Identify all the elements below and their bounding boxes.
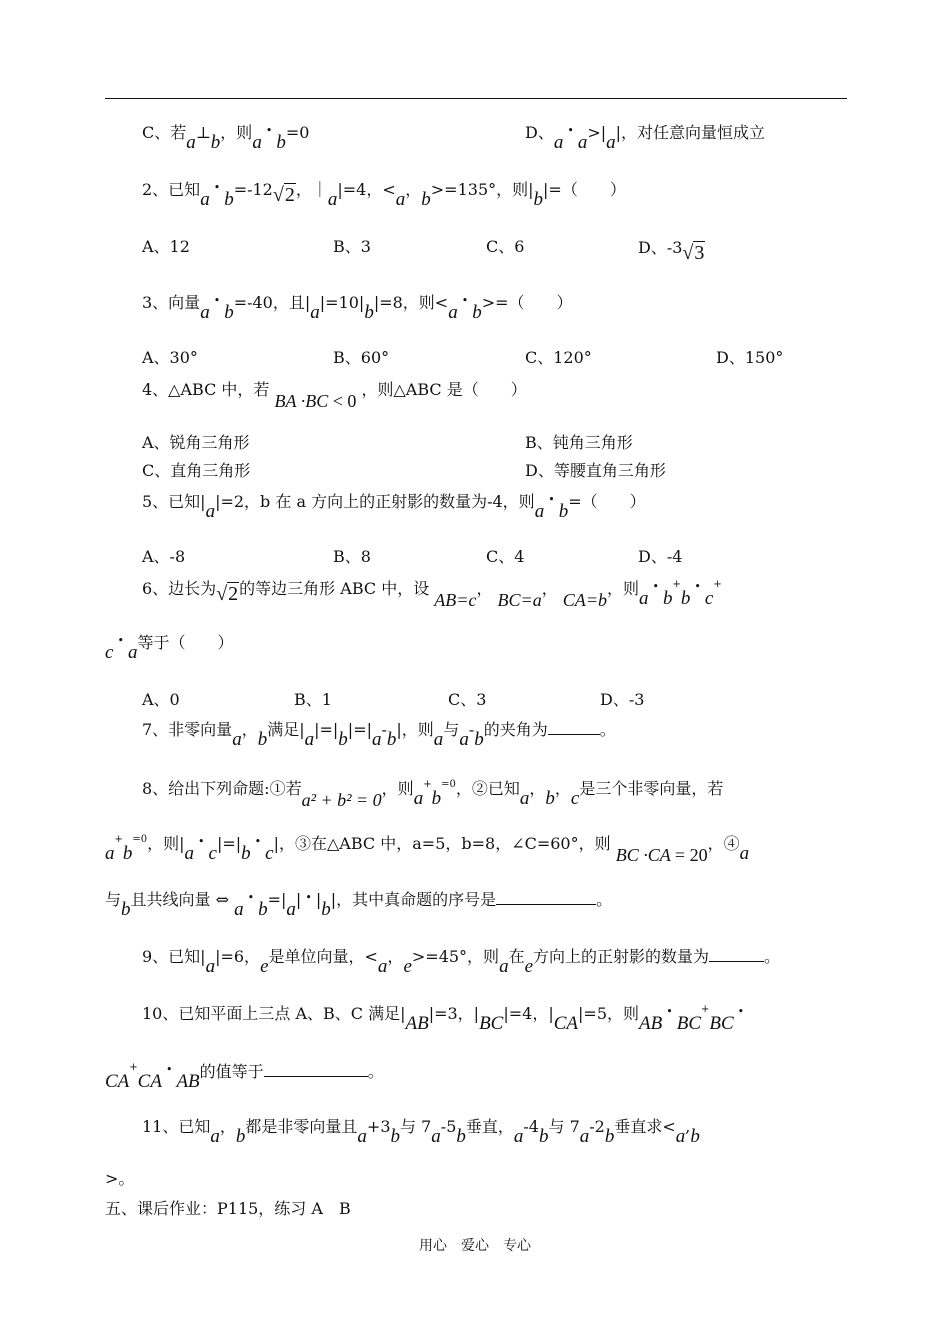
question-2: 2、已知a•b=-12√2，｜a|=4，<a，b>=135°，则|b|=（ ）	[142, 180, 626, 210]
header-rule	[105, 98, 847, 99]
q2-option-a: A、12	[142, 237, 190, 256]
question-9: 9、已知|a|=6，e是单位向量，<a，e>=45°，则a在e方向上的正射影的数量为 。	[142, 947, 781, 977]
q3-option-b: B、60°	[333, 348, 390, 367]
question-8-line3: 与b且共线向量 ⇔ a•b=|a| • |b|，其中真命题的序号是 。	[105, 890, 613, 920]
q6-option-c: C、3	[448, 690, 487, 709]
question-10-cont: CA+CA•AB的值等于 。	[105, 1062, 384, 1092]
q5-option-c: C、4	[486, 547, 525, 566]
question-6-cont: c•a等于（ ）	[105, 633, 234, 663]
q4-option-a: A、锐角三角形	[142, 433, 250, 452]
question-11-end: >。	[105, 1169, 135, 1188]
question-11: 11、已知a，b都是非零向量且a+3b与 7a-5b垂直，a-4b与 7a-2b垂直求<a,b	[142, 1117, 700, 1147]
q6-option-b: B、1	[294, 690, 332, 709]
question-8: 8、给出下列命题:①若a² + b² = 0，则$a^+b^{=0}$，②已知a，b，c是三个非零向量，若	[142, 779, 724, 810]
question-5: 5、已知|a|=2，b 在 a 方向上的正射影的数量为-4，则a•b=（ ）	[142, 492, 646, 522]
homework-heading: 五、课后作业：P115，练习 A B	[105, 1199, 351, 1218]
q5-option-d: D、-4	[638, 547, 683, 566]
q3-option-d: D、150°	[716, 348, 784, 367]
question-7: 7、非零向量a，b满足|a|=|b|=|a-b|，则a与a-b的夹角为 。	[142, 720, 616, 750]
question-c-option: C、若a⊥b，则a•b=0	[142, 123, 310, 153]
q7-answer-blank[interactable]	[548, 718, 600, 735]
q2-option-c: C、6	[486, 237, 525, 256]
q4-option-d: D、等腰直角三角形	[525, 461, 666, 480]
q2-option-b: B、3	[333, 237, 371, 256]
q3-option-a: A、30°	[142, 348, 198, 367]
question-10: 10、已知平面上三点 A、B、C 满足|AB|=3，|BC|=4，|CA|=5，则AB•BC+BC•	[142, 1004, 745, 1034]
question-3: 3、向量a•b=-40，且|a|=10|b|=8，则<a•b>=（ ）	[142, 293, 573, 323]
q2-option-d: D、-3√3	[638, 238, 705, 264]
q3-option-c: C、120°	[525, 348, 592, 367]
q5-option-a: A、-8	[142, 547, 186, 566]
page-footer: 用心 爱心 专心	[419, 1238, 531, 1254]
q10-answer-blank[interactable]	[264, 1060, 368, 1077]
q6-option-a: A、0	[142, 690, 180, 709]
question-8-line2: $a^+b^{=0}$，则|a•c|=|b•c|，③在△ABC 中，a=5，b=8，∠C=60°，则 BC ·CA = 20，④a	[105, 834, 750, 865]
question-6: 6、边长为√2的等边三角形 ABC 中，设 AB=c， BC=a， CA=b，则a•b+b•c+	[142, 579, 722, 610]
q9-answer-blank[interactable]	[709, 945, 764, 962]
question-4: 4、△ABC 中，若 BA ·BC < 0 ，则△ABC 是（ ）	[142, 380, 527, 411]
q6-option-d: D、-3	[600, 690, 645, 709]
q4-option-b: B、钝角三角形	[525, 433, 633, 452]
q5-option-b: B、8	[333, 547, 371, 566]
question-d-option: D、a•a>|a|，对任意向量恒成立	[525, 123, 766, 153]
q4-option-c: C、直角三角形	[142, 461, 251, 480]
q8-answer-blank[interactable]	[496, 888, 596, 905]
